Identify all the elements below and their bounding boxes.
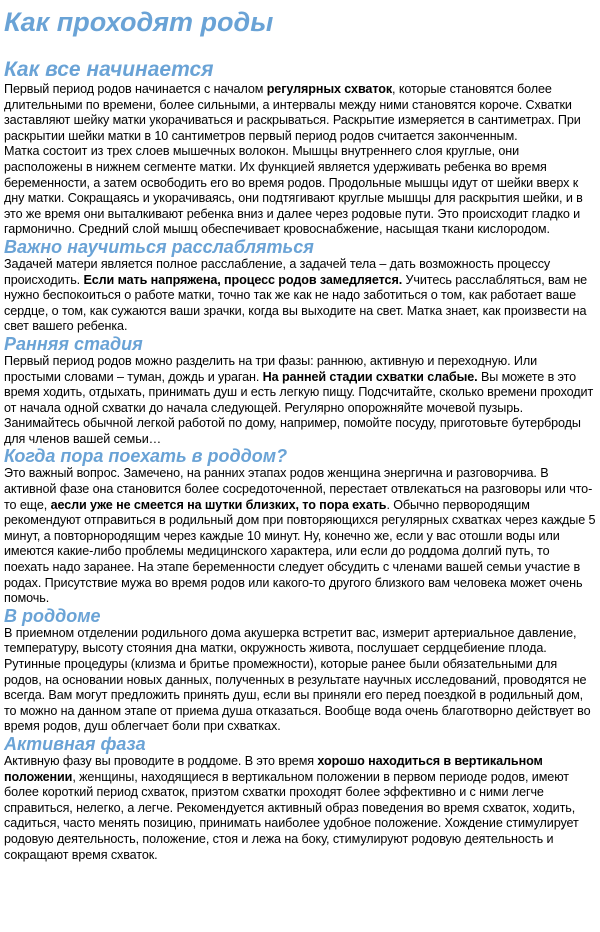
text-run: Вы можете в это время ходить, отдыхать, принимать душ и есть легкую пищу. Подсчитайте, сколько времени проходит от начала одной схватки до начала следующей. Регулярно опорожняйте мочевой пузырь. Занимайтесь обычной легкой работой по дому, например, помойте посуду, приготовьте бутерброды для членов вашей семьи…: [4, 369, 594, 446]
bold-text: аесли уже не смеется на шутки близких, то пора ехать: [50, 497, 387, 512]
article-body: [4, 58, 596, 863]
bold-text: На ранней стадии схватки слабые.: [262, 369, 478, 384]
text-run: В приемном отделении родильного дома акушерка встретит вас, измерит артериальное давление, температуру, высоту стояния дна матки, окружность живота, послушает сердцебиение плода. Рутинные процедуры (клизма и бритье промежности), которые ранее были обязательными для родов, на основании новых данных, полученных в результате научных исследований, проводятся не всегда. Вам могут предложить принять душ, если вы приняли его перед поездкой в родильный дом, то можно на данном этапе от приема душа отказаться. Вообще вода очень благотворно действует во время родов, душ облегчает боли при схватках.: [4, 625, 591, 734]
text-run: , которые становятся более длительными по времени, более сильными, а интервалы между ними становятся короче. Схватки заставляют шейку матки укорачиваться и раскрываться. Раскрытие измеряется в сантиметрах. При раскрытии шейки матки в 10 сантиметров первый период родов считается законченным.: [4, 82, 581, 143]
section-title: Когда пора поехать в роддом?: [4, 446, 288, 467]
bold-text: регулярных схваток: [266, 82, 393, 96]
paragraph: [4, 82, 596, 144]
text-run: Учитесь расслабляться, вам не нужно беспокоиться о работе матки, точно так же как не надо заботиться о том, как работает ваше сердце, о том, как сужаются ваши зрачки, когда вы выходите на свет. Матка знает, как произвести на свет вашего ребенка.: [4, 272, 588, 334]
text-run: Активную фазу вы проводите в роддоме. В это время: [4, 753, 318, 768]
text-run: Первый период родов можно разделить на три фазы: раннюю, активную и переходную. Или простыми словами – туман, дождь и ураган.: [4, 353, 538, 384]
section-title: Важно научиться расслабляться: [4, 236, 314, 257]
paragraph: [4, 754, 596, 863]
section-title: В роддоме: [4, 605, 101, 626]
paragraph: [4, 354, 596, 448]
text-run: Задачей матери является полное расслабление, а задачей тела – дать возможность процессу происходить.: [4, 256, 551, 287]
text-run: . Обычно первородящим рекомендуют отправиться в родильный дом при повторяющихся регулярных схватках через каждые 5 минут, а повторнородящим через каждые 10 минут. Ну, конечно же, если у вас отошли воды или имеются какие-либо проблемы медицинского характера, или если до роддома долгий путь, то поехать надо заранее. На этапе беременности следует обсудить с членами вашей семьи участие в родах. Присутствие мужа во время родов или какого-то другого близкого вам человека может очень помочь.: [4, 497, 596, 606]
bold-text: хорошо находиться в вертикальном положении: [4, 753, 543, 784]
section-title: Ранняя стадия: [4, 333, 143, 354]
text-run: Матка состоит из трех слоев мышечных волокон. Мышцы внутреннего слоя круглые, они расположены в нижнем сегменте матки. Их функцией является удерживать ребенка во время беременности, а затем освободить его во время родов. Продольные мышцы идут от шейки вверх к дну матки. Сокращаясь и укорачиваясь, они подтягивают круглые мышцы для раскрытия шейки, и в это же время они выталкивают ребенка вниз и далее через родовые пути. Это происходит гладко и гармонично. Средний слой мышц обеспечивает кровоснабжение, насыщая ткани кислородом.: [4, 144, 583, 237]
bold-text: Если мать напряжена, процесс родов замедляется.: [83, 272, 403, 287]
section-title: Как все начинается: [4, 58, 214, 81]
section-title: Активная фаза: [4, 733, 146, 754]
paragraph: [4, 466, 596, 606]
page-title: Как проходят роды: [4, 7, 274, 37]
paragraph: [4, 144, 596, 238]
paragraph: [4, 626, 596, 735]
text-run: Первый период родов начинается с началом: [4, 82, 267, 96]
text-run: , женщины, находящиеся в вертикальном положении в первом периоде родов, имеют более короткий период схваток, приэтом схватки проходят более эффективно и с ними легче справиться, нелегко, а легче. Рекомендуется активный образ поведения во время схваток, ходить, садиться, часто менять позицию, принимать наиболее удобное положение. Хождение стимулирует родовую деятельность, положение, стоя и лежа на боку, стимулируют родовую деятельность и сокращают время схваток.: [4, 769, 579, 862]
text-run: Это важный вопрос. Замечено, на ранних этапах родов женщина энергична и разговорчива. В активной фазе она становится более сосредоточенной, перестает отвлекаться на разговоры или что-то еще,: [4, 466, 593, 512]
paragraph: [4, 257, 596, 335]
